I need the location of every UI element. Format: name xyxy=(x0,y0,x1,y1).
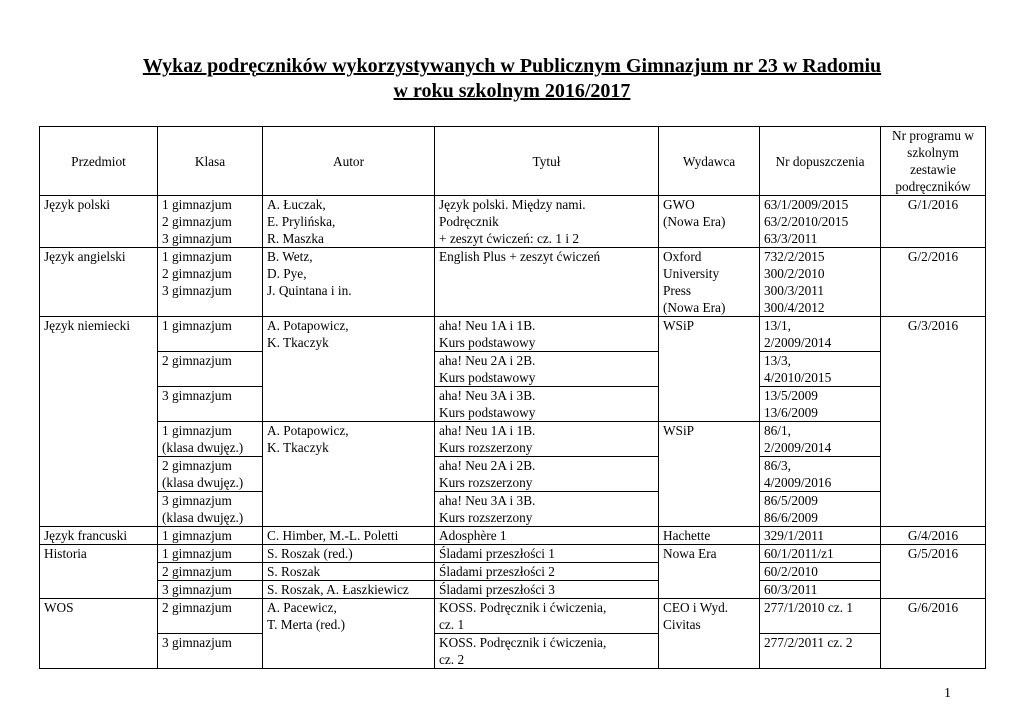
header-klasa: Klasa xyxy=(158,127,263,196)
table-row xyxy=(40,599,986,634)
cell-klasa: 2 gimnazjum xyxy=(158,599,263,634)
cell-nr-dopuszczenia: 13/3, 4/2010/2015 xyxy=(760,352,881,387)
cell-nr-dopuszczenia: 86/1, 2/2009/2014 xyxy=(760,422,881,457)
cell-klasa: 1 gimnazjum xyxy=(158,527,263,545)
table-row xyxy=(40,387,986,422)
cell-przedmiot: Historia xyxy=(40,545,158,599)
cell-klasa: 2 gimnazjum xyxy=(158,352,263,387)
cell-nr-programu: G/2/2016 xyxy=(881,248,986,317)
header-nr-programu: Nr programu w szkolnym zestawie podręczników xyxy=(881,127,986,196)
cell-tytul: KOSS. Podręcznik i ćwiczenia, cz. 2 xyxy=(435,634,659,669)
cell-klasa: 1 gimnazjum xyxy=(158,317,263,352)
cell-nr-dopuszczenia: 13/1, 2/2009/2014 xyxy=(760,317,881,352)
table-row xyxy=(40,352,986,387)
document-title: Wykaz podręczników wykorzystywanych w Publicznym Gimnazjum nr 23 w Radomiu xyxy=(142,55,882,77)
cell-nr-dopuszczenia: 63/1/2009/2015 63/2/2010/2015 63/3/2011 xyxy=(760,196,881,248)
header-tytul: Tytuł xyxy=(435,127,659,196)
table-row xyxy=(40,422,986,457)
cell-tytul: Śladami przeszłości 3 xyxy=(435,581,659,599)
cell-nr-dopuszczenia: 732/2/2015 300/2/2010 300/3/2011 300/4/2012 xyxy=(760,248,881,317)
cell-tytul: KOSS. Podręcznik i ćwiczenia, cz. 1 xyxy=(435,599,659,634)
cell-wydawca: GWO (Nowa Era) xyxy=(659,196,760,248)
cell-autor: A. Pacewicz, T. Merta (red.) xyxy=(263,599,435,669)
cell-klasa: 3 gimnazjum (klasa dwujęz.) xyxy=(158,492,263,527)
cell-tytul: aha! Neu 1A i 1B. Kurs podstawowy xyxy=(435,317,659,352)
cell-nr-programu: G/4/2016 xyxy=(881,527,986,545)
table-row xyxy=(40,492,986,527)
header-nr-dopuszczenia: Nr dopuszczenia xyxy=(760,127,881,196)
table-row xyxy=(40,581,986,599)
cell-wydawca: WSiP xyxy=(659,422,760,527)
cell-klasa: 3 gimnazjum xyxy=(158,581,263,599)
cell-przedmiot: WOS xyxy=(40,599,158,669)
cell-nr-dopuszczenia: 13/5/2009 13/6/2009 xyxy=(760,387,881,422)
cell-nr-dopuszczenia: 277/1/2010 cz. 1 xyxy=(760,599,881,634)
cell-autor: A. Łuczak, E. Prylińska, R. Maszka xyxy=(263,196,435,248)
header-wydawca: Wydawca xyxy=(659,127,760,196)
cell-tytul: aha! Neu 3A i 3B. Kurs podstawowy xyxy=(435,387,659,422)
cell-klasa: 1 gimnazjum (klasa dwujęz.) xyxy=(158,422,263,457)
cell-klasa: 1 gimnazjum xyxy=(158,545,263,563)
header-autor: Autor xyxy=(263,127,435,196)
cell-nr-programu: G/5/2016 xyxy=(881,545,986,599)
cell-tytul: aha! Neu 1A i 1B. Kurs rozszerzony xyxy=(435,422,659,457)
cell-nr-dopuszczenia: 277/2/2011 cz. 2 xyxy=(760,634,881,669)
cell-przedmiot: Język niemiecki xyxy=(40,317,158,527)
cell-tytul: Język polski. Między nami. Podręcznik + zeszyt ćwiczeń: cz. 1 i 2 xyxy=(435,196,659,248)
cell-przedmiot: Język francuski xyxy=(40,527,158,545)
cell-autor: B. Wetz, D. Pye, J. Quintana i in. xyxy=(263,248,435,317)
cell-nr-programu: G/6/2016 xyxy=(881,599,986,669)
cell-przedmiot: Język polski xyxy=(40,196,158,248)
table-header-row xyxy=(40,127,986,196)
cell-tytul: Adosphère 1 xyxy=(435,527,659,545)
cell-autor: A. Potapowicz, K. Tkaczyk xyxy=(263,317,435,422)
cell-klasa: 1 gimnazjum 2 gimnazjum 3 gimnazjum xyxy=(158,196,263,248)
cell-tytul: aha! Neu 3A i 3B. Kurs rozszerzony xyxy=(435,492,659,527)
header-przedmiot: Przedmiot xyxy=(40,127,158,196)
cell-nr-dopuszczenia: 329/1/2011 xyxy=(760,527,881,545)
cell-tytul: English Plus + zeszyt ćwiczeń xyxy=(435,248,659,317)
cell-tytul: Śladami przeszłości 2 xyxy=(435,563,659,581)
table-row xyxy=(40,563,986,581)
table-row xyxy=(40,317,986,352)
cell-autor: S. Roszak (red.) xyxy=(263,545,435,563)
textbook-table xyxy=(39,126,986,669)
cell-tytul: Śladami przeszłości 1 xyxy=(435,545,659,563)
cell-wydawca: Hachette xyxy=(659,527,760,545)
table-row xyxy=(40,457,986,492)
cell-autor: C. Himber, M.-L. Poletti xyxy=(263,527,435,545)
cell-klasa: 3 gimnazjum xyxy=(158,634,263,669)
page-number: 1 xyxy=(944,686,951,701)
cell-przedmiot: Język angielski xyxy=(40,248,158,317)
cell-autor: S. Roszak xyxy=(263,563,435,581)
cell-autor: A. Potapowicz, K. Tkaczyk xyxy=(263,422,435,527)
cell-nr-dopuszczenia: 86/3, 4/2009/2016 xyxy=(760,457,881,492)
cell-wydawca: Nowa Era xyxy=(659,545,760,599)
cell-klasa: 2 gimnazjum (klasa dwujęz.) xyxy=(158,457,263,492)
cell-nr-programu: G/3/2016 xyxy=(881,317,986,527)
cell-wydawca: Oxford University Press (Nowa Era) xyxy=(659,248,760,317)
cell-nr-dopuszczenia: 60/2/2010 xyxy=(760,563,881,581)
cell-nr-dopuszczenia: 60/1/2011/z1 xyxy=(760,545,881,563)
table-row xyxy=(40,527,986,545)
cell-tytul: aha! Neu 2A i 2B. Kurs podstawowy xyxy=(435,352,659,387)
cell-nr-dopuszczenia: 60/3/2011 xyxy=(760,581,881,599)
cell-klasa: 1 gimnazjum 2 gimnazjum 3 gimnazjum xyxy=(158,248,263,317)
document-subtitle: w roku szkolnym 2016/2017 xyxy=(393,80,631,102)
cell-klasa: 3 gimnazjum xyxy=(158,387,263,422)
cell-klasa: 2 gimnazjum xyxy=(158,563,263,581)
cell-wydawca: CEO i Wyd. Civitas xyxy=(659,599,760,669)
cell-autor: S. Roszak, A. Łaszkiewicz xyxy=(263,581,435,599)
table-row xyxy=(40,634,986,669)
cell-nr-dopuszczenia: 86/5/2009 86/6/2009 xyxy=(760,492,881,527)
cell-tytul: aha! Neu 2A i 2B. Kurs rozszerzony xyxy=(435,457,659,492)
table-row xyxy=(40,196,986,248)
table-row xyxy=(40,248,986,317)
table-row xyxy=(40,545,986,563)
cell-nr-programu: G/1/2016 xyxy=(881,196,986,248)
cell-wydawca: WSiP xyxy=(659,317,760,422)
